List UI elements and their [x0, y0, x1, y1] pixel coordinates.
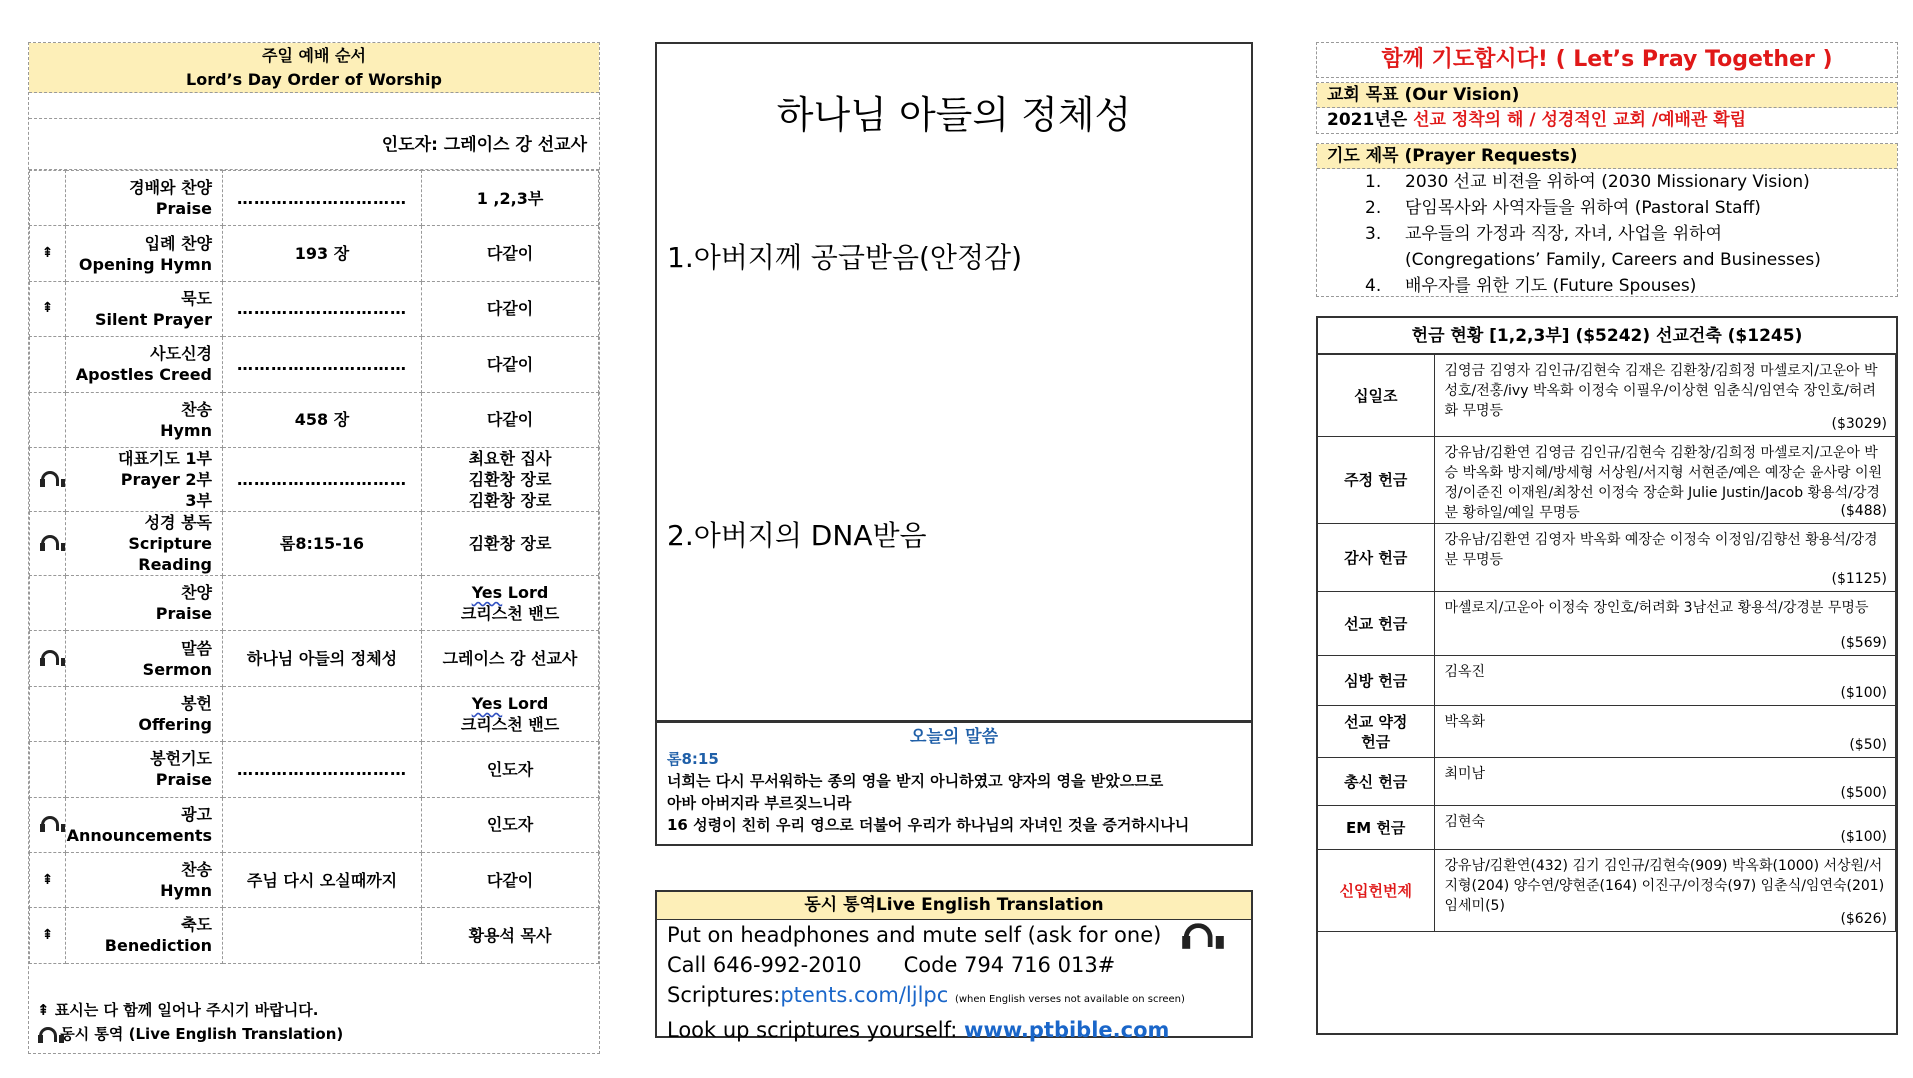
order-row — [30, 511, 599, 575]
order-item-leader: 인도자 — [422, 797, 599, 852]
offering-label: 주정 헌금 — [1318, 437, 1434, 524]
bible-link[interactable]: www.ptbible.com — [964, 1018, 1170, 1042]
order-item-name: 광고 Announcements — [66, 797, 223, 852]
order-icon-cell — [30, 852, 66, 907]
offering-row — [1318, 806, 1896, 850]
prayer-request-item — [1317, 273, 1897, 299]
stand-icon: ⇞ — [37, 1001, 50, 1019]
translation-line-1: Put on headphones and mute self (ask for one) — [657, 920, 1251, 950]
offering-row — [1318, 656, 1896, 706]
scripture-reference: 롬8:15 — [667, 750, 719, 768]
order-item-name: 축도 Benediction — [66, 908, 223, 963]
prayer-request-text: 교우들의 가정과 직장, 자녀, 사업을 위하여 — [1405, 224, 1723, 244]
headphones-icon — [37, 1026, 55, 1044]
stand-icon: ⇞ — [41, 871, 54, 888]
offering-row — [1318, 592, 1896, 656]
offering-row — [1318, 758, 1896, 806]
yes-text: Yes — [471, 583, 503, 603]
order-icon-cell — [30, 337, 66, 392]
worship-title-en: Lord’s Day Order of Worship — [186, 70, 442, 89]
offering-names-cell — [1434, 437, 1896, 524]
stand-icon: ⇞ — [41, 300, 54, 317]
headphones-icon — [39, 534, 57, 552]
translation-box — [655, 890, 1253, 1042]
order-icon-cell — [30, 171, 66, 226]
prayer-request-text: 배우자를 위한 기도 (Future Spouses) — [1405, 276, 1697, 296]
offering-label: 선교 약정 헌금 — [1318, 706, 1434, 758]
order-row — [30, 575, 599, 630]
order-item-name: 봉헌기도 Praise — [66, 742, 223, 797]
offering-names-cell — [1434, 850, 1896, 932]
order-item-leader: 그레이스 강 선교사 — [422, 631, 599, 686]
offering-names: 최미남 — [1444, 766, 1486, 782]
order-item-name: 찬송 Hymn — [66, 852, 223, 907]
order-item-leader: 인도자 — [422, 742, 599, 797]
order-item-leader: 다같이 — [422, 226, 599, 281]
offering-label: 십일조 — [1318, 355, 1434, 437]
pray-together-title: 함께 기도합시다! ( Let’s Pray Together ) — [1316, 42, 1898, 78]
offering-amount: ($569) — [1840, 635, 1887, 651]
offering-amount: ($626) — [1840, 911, 1887, 927]
order-row — [30, 631, 599, 686]
order-item-name: 경배와 찬양 Praise — [66, 171, 223, 226]
prayer-request-number: 2. — [1365, 198, 1382, 218]
todays-word-title: 오늘의 말씀 — [909, 727, 999, 747]
leader-line: 인도자: 그레이스 강 선교사 — [29, 118, 599, 170]
offering-names-cell — [1434, 758, 1896, 806]
headphones-icon — [39, 649, 57, 667]
offering-label: 신입헌번제 — [1318, 850, 1434, 932]
headphones-icon — [39, 470, 57, 488]
worship-order-header — [29, 43, 599, 93]
order-item-leader: 다같이 — [422, 392, 599, 447]
standing-note: ⇞ 표시는 다 함께 일어나 주시기 바랍니다. — [37, 1001, 319, 1019]
offering-names: 박옥화 — [1444, 714, 1486, 730]
translation-title: 동시 통역Live English Translation — [657, 892, 1251, 920]
offering-row — [1318, 706, 1896, 758]
order-item-leader: 다같이 — [422, 337, 599, 392]
prayer-request-text: 담임목사와 사역자들을 위하여 (Pastoral Staff) — [1405, 198, 1761, 218]
offering-row — [1318, 850, 1896, 932]
offering-names: 강유남/김환연 김영자 박옥화 예장순 이정숙 이정임/김향선 황용석/강경분 무명등 — [1444, 532, 1878, 568]
order-item-leader: 최요한 집사 김환창 장로 김환창 장로 — [422, 447, 599, 511]
vision-box — [1316, 82, 1898, 134]
offering-label: 감사 헌금 — [1318, 524, 1434, 592]
stand-icon: ⇞ — [41, 245, 54, 262]
order-icon-cell — [30, 631, 66, 686]
prayer-request-text: (Congregations’ Family, Careers and Businesses) — [1405, 250, 1821, 270]
order-item-detail — [223, 575, 422, 630]
offering-amount: ($100) — [1840, 685, 1887, 701]
order-row — [30, 226, 599, 281]
order-icon-cell — [30, 686, 66, 741]
offering-names: 마셀로지/고운아 이정숙 장인호/허려화 3남선교 황용석/강경분 무명등 — [1444, 600, 1869, 616]
order-item-detail: ………………………… — [223, 281, 422, 336]
offering-names: 김영금 김영자 김인규/김현숙 김재은 김환창/김희정 마셀로지/고운아 박성호/전홍/ivy 박옥화 이정숙 이필우/이상현 임춘식/임연숙 장인호/허려화 무명등 — [1444, 363, 1878, 419]
offering-amount: ($500) — [1840, 785, 1887, 801]
translation-note: 동시 통역 (Live English Translation) — [37, 1023, 343, 1044]
order-item-leader: 1 ,2,3부 — [422, 171, 599, 226]
order-item-detail: ………………………… — [223, 337, 422, 392]
order-icon-cell — [30, 392, 66, 447]
order-item-name: 묵도 Silent Prayer — [66, 281, 223, 336]
prayer-request-item — [1317, 247, 1897, 273]
prayer-request-number: 1. — [1365, 172, 1382, 192]
order-item-name: 찬양 Praise — [66, 575, 223, 630]
vision-text: 2021년은 선교 정착의 해 / 성경적인 교회 /예배관 확립 — [1327, 110, 1747, 130]
todays-word — [655, 722, 1253, 846]
offering-amount: ($1125) — [1831, 571, 1887, 587]
offering-row — [1318, 437, 1896, 524]
scripture-link[interactable]: ptents.com/ljlpc — [780, 983, 949, 1007]
order-icon-cell — [30, 575, 66, 630]
order-icon-cell — [30, 797, 66, 852]
translation-line-4: Look up scriptures yourself: www.ptbible.com — [667, 1018, 1170, 1042]
order-row — [30, 447, 599, 511]
offering-row — [1318, 524, 1896, 592]
order-item-detail: ………………………… — [223, 171, 422, 226]
order-item-detail: 458 장 — [223, 392, 422, 447]
order-item-leader: 다같이 — [422, 281, 599, 336]
order-item-detail: 주님 다시 오실때까지 — [223, 852, 422, 907]
order-row — [30, 742, 599, 797]
offering-names-cell — [1434, 806, 1896, 850]
order-item-name: 입례 찬양 Opening Hymn — [66, 226, 223, 281]
prayer-request-text: 2030 선교 비젼을 위하여 (2030 Missionary Vision) — [1405, 172, 1810, 192]
sermon-point-2: 2.아버지의 DNA받음 — [667, 519, 927, 552]
sermon-point-1: 1.아버지께 공급받음(안정감) — [667, 241, 1022, 274]
worship-title-ko: 주일 예배 순서 — [262, 46, 366, 65]
offering-label: EM 헌금 — [1318, 806, 1434, 850]
offering-table — [1318, 354, 1896, 932]
prayer-request-item — [1317, 169, 1897, 195]
offering-amount: ($488) — [1840, 503, 1887, 519]
prayer-request-item — [1317, 195, 1897, 221]
prayer-request-number: 4. — [1365, 276, 1382, 296]
offering-names-cell — [1434, 592, 1896, 656]
order-item-name: 찬송 Hymn — [66, 392, 223, 447]
order-item-leader: 다같이 — [422, 852, 599, 907]
offering-names: 강유남/김환연(432) 김기 김인규/김현숙(909) 박옥화(1000) 서상원/서지형(204) 양수연/양현준(164) 이진구/이정숙(97) 임춘식/임연숙(201) 임세미(5) — [1444, 858, 1885, 914]
offering-names-cell — [1434, 706, 1896, 758]
order-item-detail: 롬8:15-16 — [223, 511, 422, 575]
order-icon-cell — [30, 447, 66, 511]
order-item-leader: Yes Lord 크리스천 밴드 — [422, 575, 599, 630]
prayer-request-item — [1317, 221, 1897, 247]
prayer-requests-box — [1316, 143, 1898, 297]
offering-names-cell — [1434, 656, 1896, 706]
vision-title: 교회 목표 (Our Vision) — [1317, 83, 1897, 108]
sermon-panel — [655, 42, 1253, 722]
offering-names: 강유남/김환연 김영금 김인규/김현숙 김환창/김희정 마셀로지/고운아 박승 박옥화 방지혜/방세형 서상원/서지형 서현준/예은 예장순 윤사랑 이원정/이준진 이재원/최창선 이정숙 장순화 Julie Justin/Jacob 황용석/강경분 황하일/예일 무명등 — [1444, 445, 1882, 521]
offering-names: 김현숙 — [1444, 814, 1486, 830]
offering-names-cell — [1434, 524, 1896, 592]
offering-amount: ($50) — [1849, 737, 1887, 753]
scripture-line: 16 성령이 친히 우리 영으로 더불어 우리가 하나님의 자녀인 것을 증거하시나니 — [667, 816, 1190, 834]
order-item-detail: ………………………… — [223, 742, 422, 797]
order-row — [30, 686, 599, 741]
offering-box — [1316, 316, 1898, 1035]
order-icon-cell — [30, 226, 66, 281]
offering-names-cell — [1434, 355, 1896, 437]
order-icon-cell — [30, 742, 66, 797]
prayer-request-number: 3. — [1365, 224, 1382, 244]
yes-text: Yes — [471, 693, 503, 713]
offering-row — [1318, 355, 1896, 437]
order-item-detail: 193 장 — [223, 226, 422, 281]
order-item-name: 성경 봉독 Scripture Reading — [66, 511, 223, 575]
order-item-detail: 하나님 아들의 정체성 — [223, 631, 422, 686]
order-icon-cell — [30, 511, 66, 575]
worship-order-panel — [28, 42, 600, 1054]
order-item-detail: ………………………… — [223, 447, 422, 511]
order-item-name: 말씀 Sermon — [66, 631, 223, 686]
offering-names: 김옥진 — [1444, 664, 1486, 680]
order-item-leader: 김환창 장로 — [422, 511, 599, 575]
prayer-requests-title: 기도 제목 (Prayer Requests) — [1317, 144, 1897, 169]
order-item-name: 대표기도 1부 Prayer 2부 3부 — [66, 447, 223, 511]
scripture-line: 너희는 다시 무서워하는 종의 영을 받지 아니하였고 양자의 영을 받았으므로 — [667, 772, 1164, 790]
stand-icon: ⇞ — [41, 926, 54, 943]
offering-label: 총신 헌금 — [1318, 758, 1434, 806]
order-row — [30, 171, 599, 226]
offering-title: 헌금 현황 [1,2,3부] ($5242) 선교건축 ($1245) — [1318, 318, 1896, 354]
order-row — [30, 392, 599, 447]
order-item-detail — [223, 686, 422, 741]
offering-label: 심방 헌금 — [1318, 656, 1434, 706]
order-item-detail — [223, 797, 422, 852]
order-item-detail — [223, 908, 422, 963]
order-row — [30, 281, 599, 336]
headphones-icon — [39, 815, 57, 833]
worship-order-table — [29, 170, 599, 964]
order-row — [30, 908, 599, 963]
offering-label: 선교 헌금 — [1318, 592, 1434, 656]
headphones-icon — [1181, 922, 1210, 951]
order-item-leader: Yes Lord 크리스천 밴드 — [422, 686, 599, 741]
scripture-line: 아바 아버지라 부르짖느니라 — [667, 794, 852, 812]
order-row — [30, 337, 599, 392]
order-item-leader: 황용석 목사 — [422, 908, 599, 963]
order-icon-cell — [30, 281, 66, 336]
order-icon-cell — [30, 908, 66, 963]
translation-line-2: Call 646-992-2010 Code 794 716 013# — [667, 953, 1116, 977]
offering-amount: ($100) — [1840, 829, 1887, 845]
offering-amount: ($3029) — [1831, 416, 1887, 432]
translation-line-3: Scriptures:ptents.com/ljlpc (when English verses not available on screen) — [667, 983, 1185, 1007]
order-row — [30, 797, 599, 852]
order-row — [30, 852, 599, 907]
order-item-name: 봉헌 Offering — [66, 686, 223, 741]
sermon-title: 하나님 아들의 정체성 — [776, 93, 1132, 137]
order-item-name: 사도신경 Apostles Creed — [66, 337, 223, 392]
